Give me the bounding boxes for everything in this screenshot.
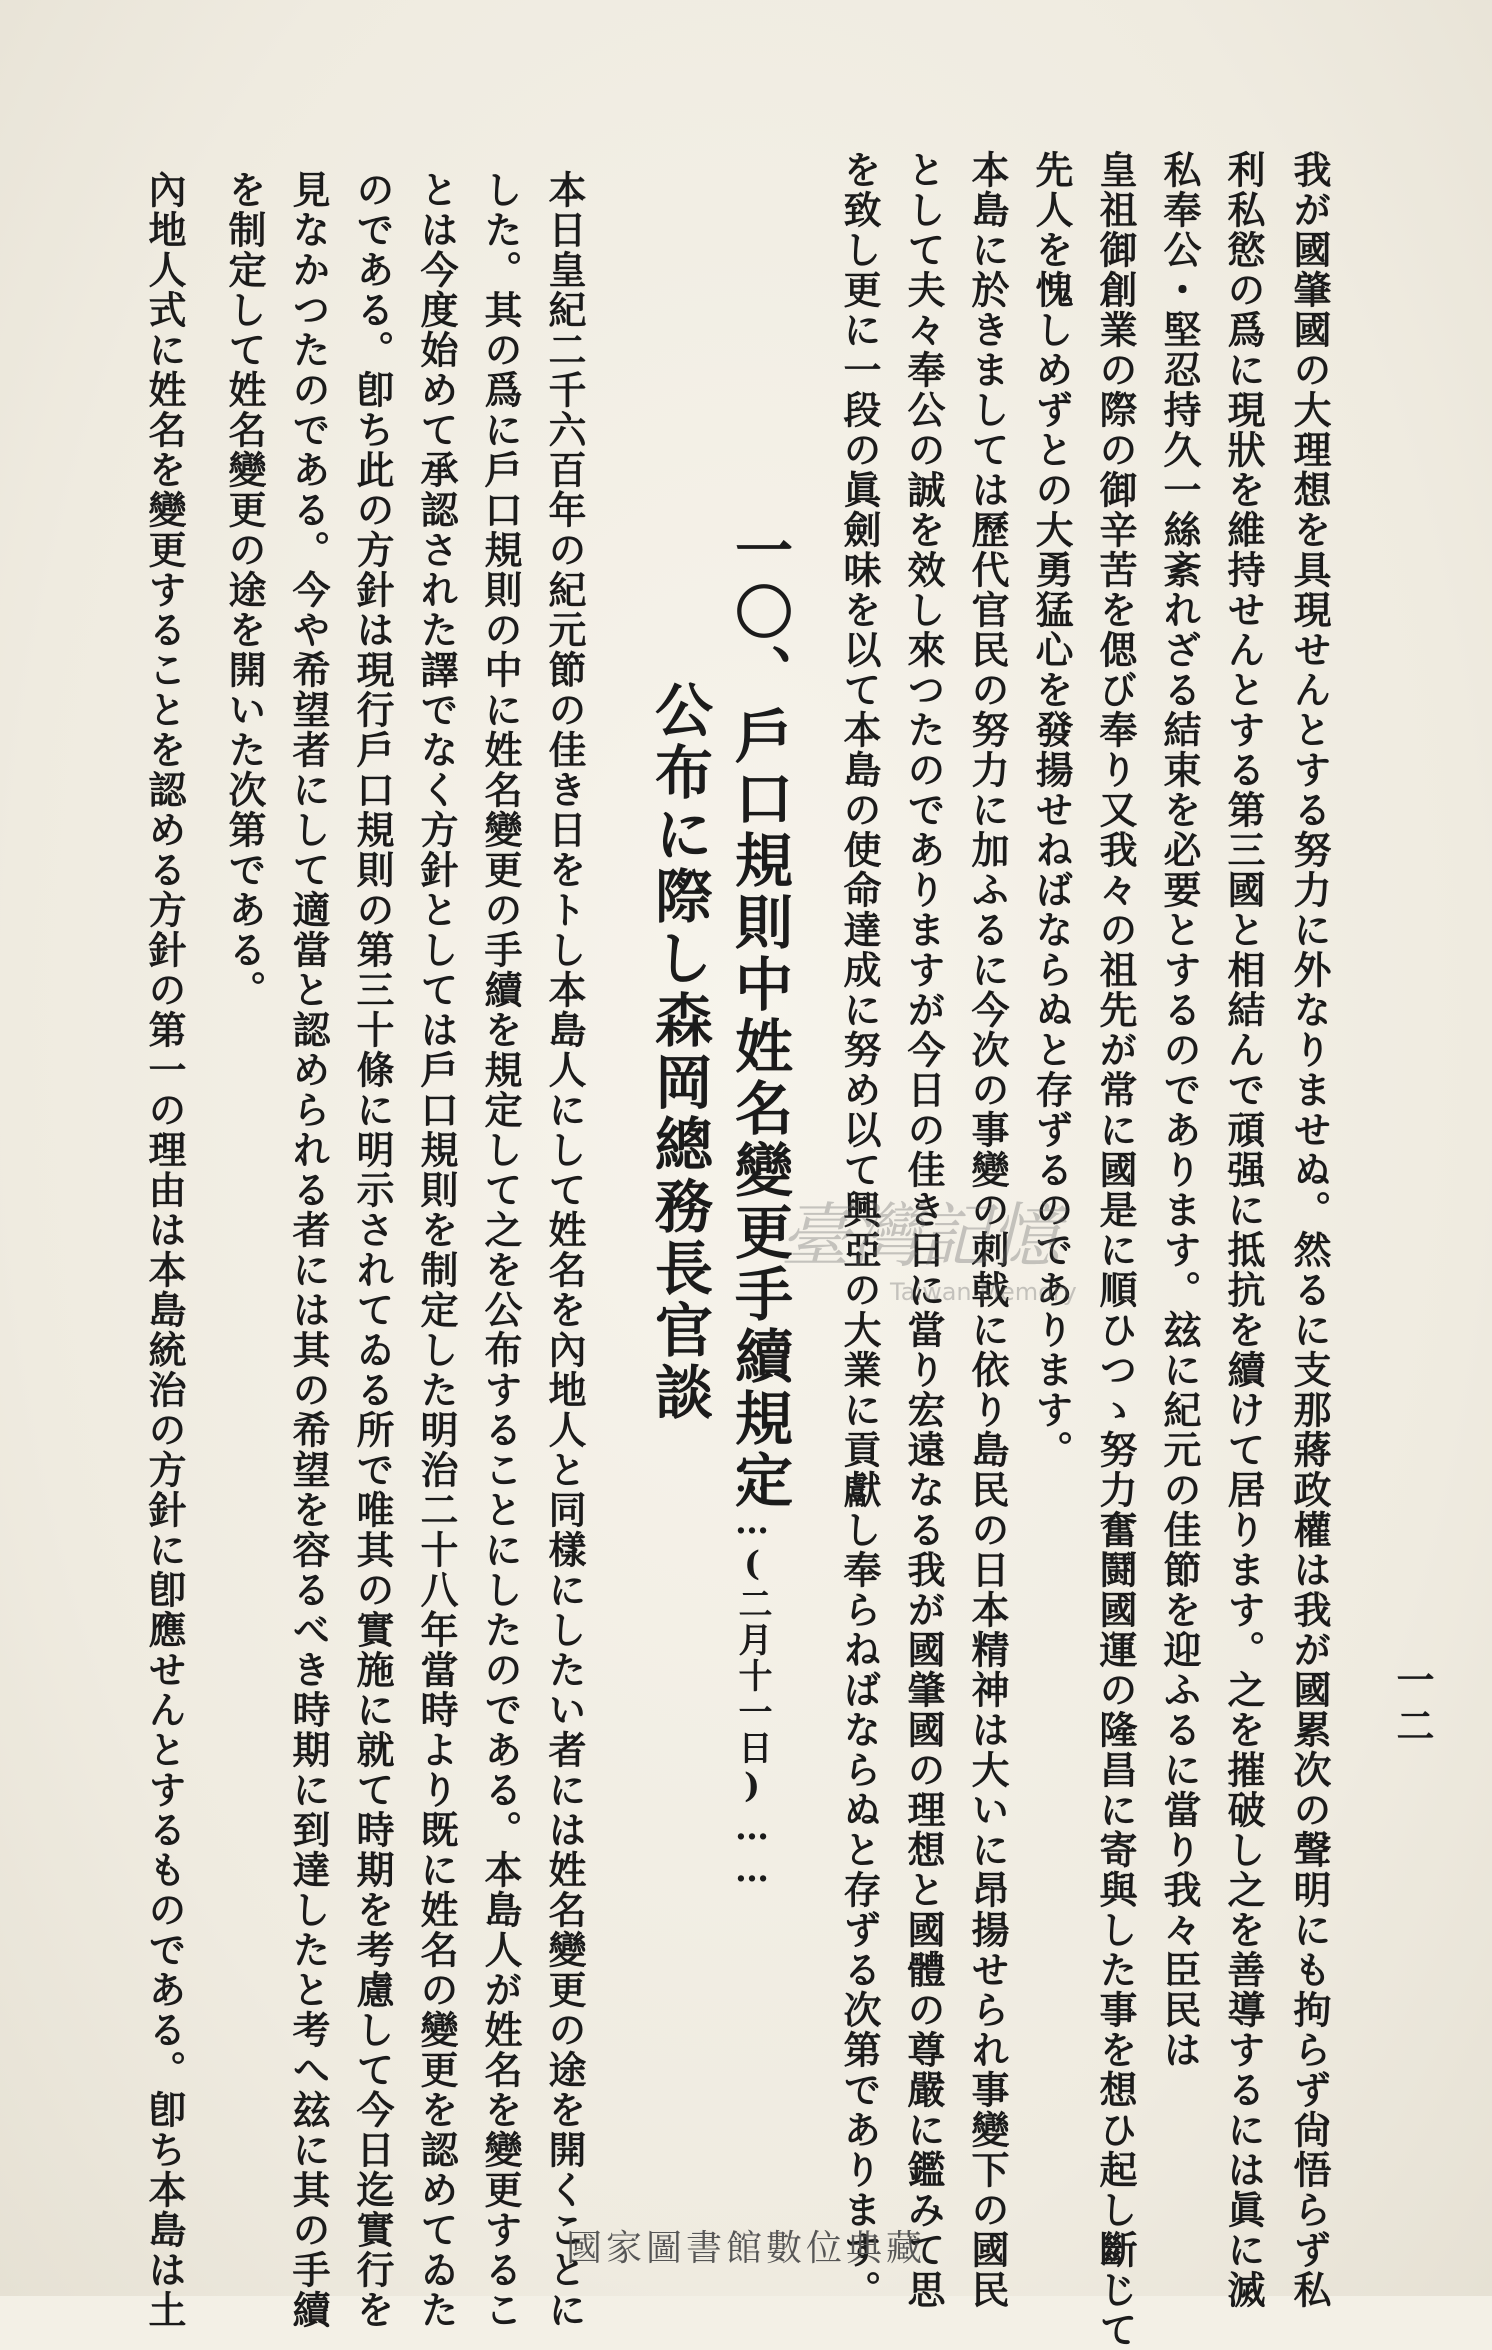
lower-text-column: を制定して姓名變更の途を開いた次第である。 (222, 170, 267, 1010)
page-number: 一二 (1390, 1660, 1435, 1752)
section-title-line: 公布に際し森岡總務長官談 (645, 680, 713, 1424)
upper-text-column: 皇祖御創業の際の御辛苦を偲び奉り又我々の祖先が常に國是に順ひつゝ努力奮鬪國運の隆昌に寄與した事を想ひ起し斷じて (1093, 150, 1138, 2350)
lower-text-column: とは今度始めて承認された譯でなく方針としては戶口規則を制定した明治二十八年當時より既に姓名の變更を認めてゐた (414, 170, 459, 2330)
lower-text-column: した。其の爲に戶口規則の中に姓名變更の手續を規定して之を公布することにしたのである。本島人が姓名を變更するこ (478, 170, 523, 2330)
lower-text-column: 內地人式に姓名を變更することを認める方針の第一の理由は本島統治の方針に卽應せんとするものである。卽ち本島は土 (142, 170, 187, 2330)
upper-text-column: として夫々奉公の誠を效し來つたのでありますが今日の佳き日に當り宏遠なる我が國肇國の理想と國體の尊嚴に鑑みて思 (901, 150, 946, 2310)
library-footer: 國家圖書館數位典藏 (565, 2228, 926, 2269)
section-title-line: 一〇、戶口規則中姓名變更手續規定 (725, 520, 793, 1512)
upper-text-column: を致し更に一段の眞劍味を以て本島の使命達成に努め以て興亞の大業に貢獻し奉らねばならぬと存ずる次第であります。 (837, 150, 882, 2310)
taiwan-memory-watermark (770, 1170, 1130, 1320)
upper-text-column: 本島に於きましては歷代官民の努力に加ふるに今次の事變の刺戟に依り島民の日本精神は大いに昂揚せられ事變下の國民 (965, 150, 1010, 2310)
lower-text-column: のである。卽ち此の方針は現行戶口規則の第三十條に明示されてゐる所で唯其の實施に就て時期を考慮して今日迄實行を (350, 170, 395, 2330)
lower-text-column: 見なかつたのである。今や希望者にして適當と認められる者には其の希望を容るべき時期に到達したと考へ玆に其の手續 (286, 170, 331, 2330)
upper-text-column: 私奉公・堅忍持久一絲紊れざる結束を必要とするのであります。玆に紀元の佳節を迎ふるに當り我々臣民は (1157, 150, 1202, 2070)
upper-text-column: 我が國肇國の大理想を具現せんとする努力に外なりませぬ。然るに支那蔣政權は我が國累次の聲明にも拘らず尙悟らず私 (1287, 150, 1332, 2310)
section-date: ……(二月十一日)…… (732, 1460, 772, 1892)
watermark-main-text: 臺灣記憶 (780, 1195, 1060, 1277)
watermark-sub-text: Taiwan Memory (890, 1278, 1077, 1306)
lower-text-column: 本日皇紀二千六百年の紀元節の佳き日をトし本島人にして姓名を內地人と同樣にしたい者には姓名變更の途を開くことに (542, 170, 587, 2330)
upper-text-column: 利私慾の爲に現狀を維持せんとする第三國と相結んで頑强に抵抗を續けて居ります。之を摧破し之を善導するには眞に滅 (1221, 150, 1266, 2310)
upper-text-column: 先人を愧しめずとの大勇猛心を發揚せねばならぬと存ずるのであります。 (1029, 150, 1074, 1470)
